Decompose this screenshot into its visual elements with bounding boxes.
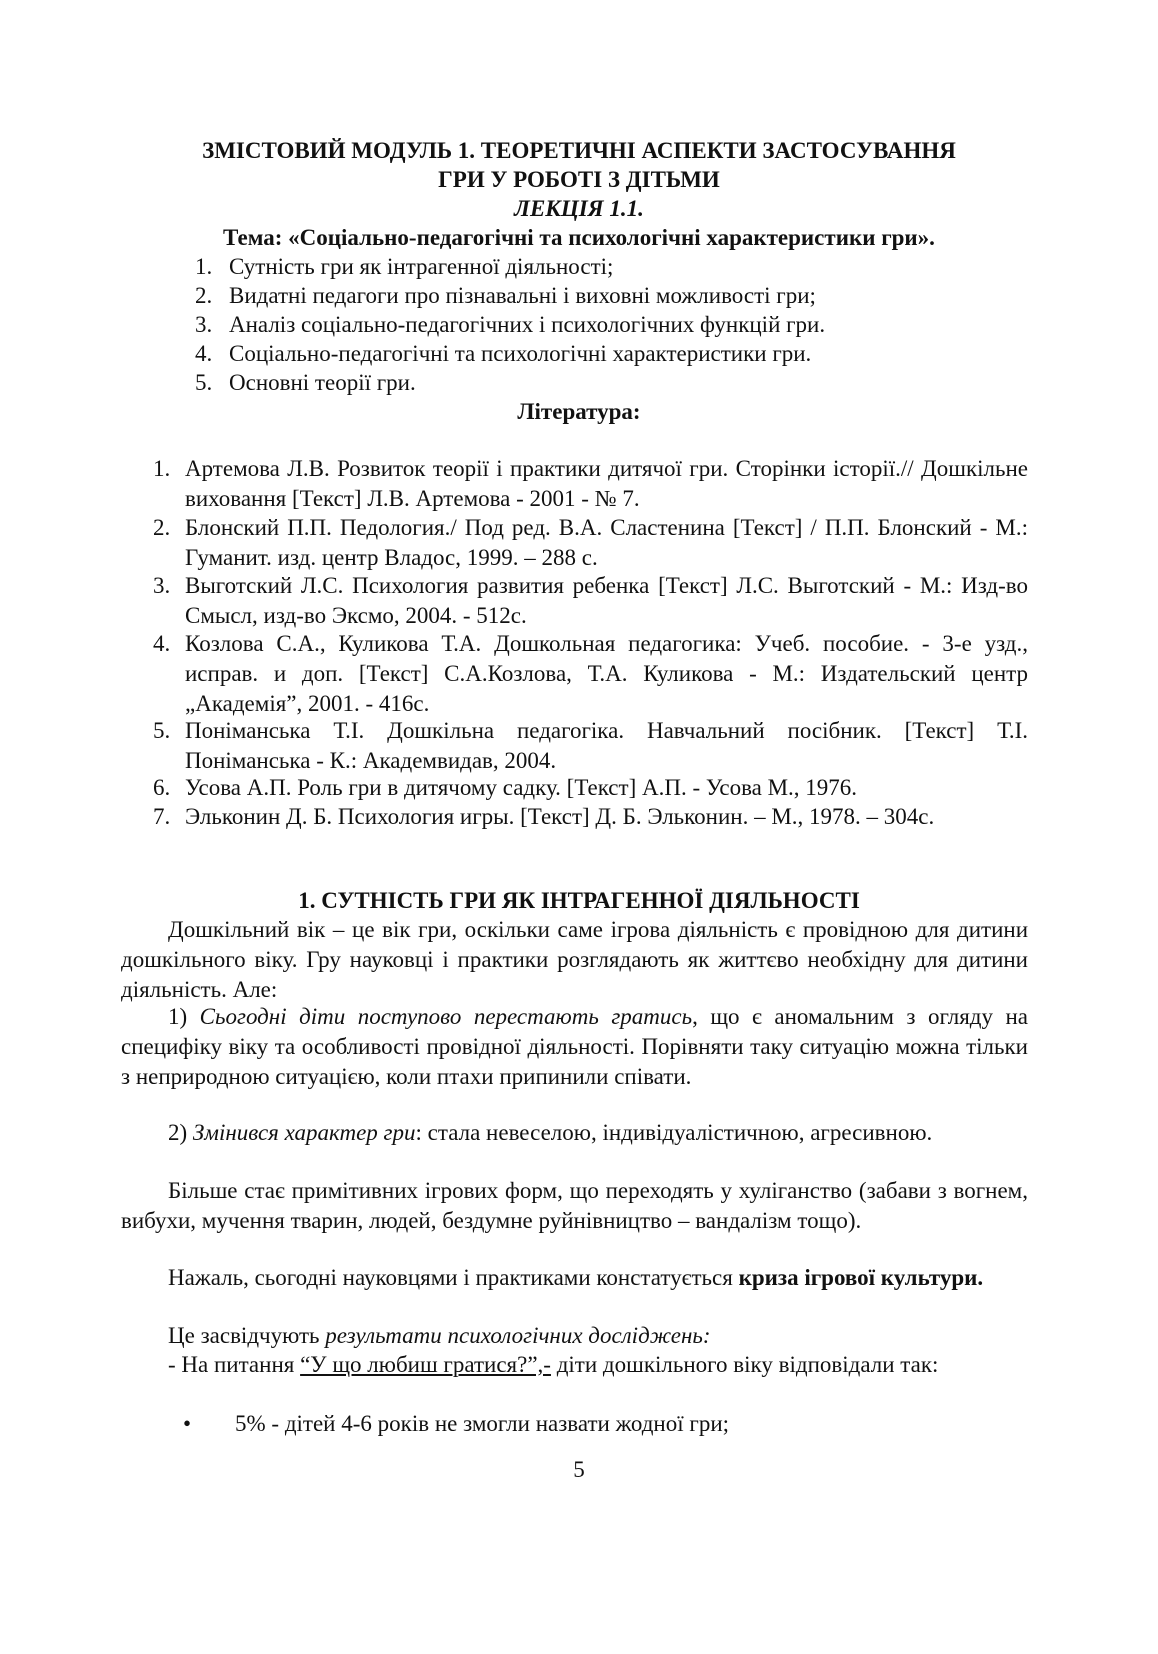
toc-item: 2. Видатні педагоги про пізнавальні і виховні можливості гри; xyxy=(195,283,816,308)
lecture-topic: Тема: «Соціально-педагогічні та психологічні характеристики гри». xyxy=(223,225,935,250)
literature-heading: Література: xyxy=(517,399,641,424)
paragraph: 2) Змінився характер гри: стала невеселою, індивідуалістичною, агресивною. xyxy=(168,1120,933,1145)
paragraph: Нажаль, сьогодні науковцями і практиками констатується криза ігрової культури. xyxy=(168,1265,984,1290)
underlined-text: “У що любиш гратися?”,- xyxy=(300,1352,551,1377)
toc-item: 3. Аналіз соціально-педагогічних і психологічних функцій гри. xyxy=(195,312,826,337)
toc-item: 5. Основні теорії гри. xyxy=(195,370,416,395)
document-page: ЗМІСТОВИЙ МОДУЛЬ 1. ТЕОРЕТИЧНІ АСПЕКТИ ЗАСТОСУВАННЯ ГРИ У РОБОТІ З ДІТЬМИ ЛЕКЦІЯ 1.1. Тема: «Соціально-педагогічні та психологічні характеристики гри». 1. Сутність гри як інтрагенної діяльності; 2. Видатні педагоги про пізнавальні і виховні можливості гри; 3. Аналіз соціально-педагогічних і психологічних функцій гри. 4. Соціально-педагогічні та психологічні характеристики гри. 5. Основні теорії гри. Література: 1. Артемова Л.В. Розвиток теорії і практики дитячої гри. Сторінки історії.// Дошкільне виховання [Текст] Л.В. Артемова - 2001 - № 7. 2. Блонский П.П. Педология./ Под ред. В.А. Сластенина [Текст] / П.П. Блонский - М.: Гуманит. изд. центр Владос, 1999. – 288 с. 3. Выготский Л.С. Психология развития ребенка [Текст] Л.С. Выготский - М.: Изд-во Смысл, изд-во Эксмо, 2004. - 512с. 4. Козлова С.А., Куликова Т.А. Дошкольная педагогика: Учеб. пособие. - 3-е узд., исправ. и доп. [Текст] С.А.Козлова, Т.А. Куликова - М.: Издательский центр „Академія”, 2001. - 416с. 5. Поніманська Т.І. Дошкільна педагогіка. Навчальний посібник. [Текст] Т.І. Поніманська - К.: Академвидав, 2004. 6. Усова А.П. Роль гри в дитячому садку. [Текст] А.П. - Усова М., 1976. 7. Эльконин Д. Б. Психология игры. [Текст] Д. Б. Эльконин. – М., 1978. – 304с. 1. СУТНІСТЬ ГРИ ЯК ІНТРАГЕННОЇ ДІЯЛЬНОСТІ Дошкільний вік – це вік гри, оскільки саме ігрова діяльність є провідною для дитини дошкільного віку. Гру науковці і практики розглядають як життєво необхідну для дитини діяльність. Але: 1) Сьогодні діти поступово перестають гратись, що є аномальним з огляду на специфіку віку та особливості провідної діяльності. Порівняти таку ситуацію можна тільки з неприродною ситуацією, коли птахи припинили співати. 2) Змінився характер гри: стала невеселою, індивідуалістичною, агресивною. Більше стає примітивних ігрових форм, що переходять у хуліганство (забави з вогнем, вибухи, мучення тварин, людей, бездумне руйнівництво – вандалізм тощо). Нажаль, сьогодні науковцями і практиками констатується криза ігрової культури. Це засвідчують результати психологічних досліджень: - На питання “У що любиш гратися?”,- діти дошкільного віку відповідали так: • 5% - дітей 4-6 років не змогли назвати жодної гри; 5 xyxy=(0,0,1158,1654)
emphasis-text: Змінився характер гри xyxy=(192,1120,416,1145)
emphasis-text: результати психологічних досліджень: xyxy=(325,1323,711,1348)
lecture-number: ЛЕКЦІЯ 1.1. xyxy=(514,196,644,221)
bullet-icon: • xyxy=(183,1411,192,1436)
toc-item: 4. Соціально-педагогічні та психологічні характеристики гри. xyxy=(195,341,812,366)
paragraph: Це засвідчують результати психологічних досліджень: xyxy=(168,1323,711,1348)
module-title-line2: ГРИ У РОБОТІ З ДІТЬМИ xyxy=(438,167,720,192)
module-title-line1: ЗМІСТОВИЙ МОДУЛЬ 1. ТЕОРЕТИЧНІ АСПЕКТИ ЗАСТОСУВАННЯ xyxy=(202,138,956,163)
section-heading: 1. СУТНІСТЬ ГРИ ЯК ІНТРАГЕННОЇ ДІЯЛЬНОСТІ xyxy=(298,888,860,913)
paragraph: Більше стає примітивних ігрових форм, що переходять у хуліганство (забави з вогнем, вибухи, мучення тварин, людей, бездумне руйнівництво – вандалізм тощо). xyxy=(121,1178,1028,1233)
paragraph: 1) Сьогодні діти поступово перестають гратись, що є аномальним з огляду на специфіку віку та особливості провідної діяльності. Порівняти таку ситуацію можна тільки з неприродною ситуацією, коли птахи припинили співати. xyxy=(121,1004,1028,1089)
paragraph: Дошкільний вік – це вік гри, оскільки саме ігрова діяльність є провідною для дитини дошкільного віку. Гру науковці і практики розглядають як життєво необхідну для дитини діяльність. Але: xyxy=(121,917,1028,1002)
bold-text: криза ігрової культури. xyxy=(738,1265,984,1290)
toc-item: 1. Сутність гри як інтрагенної діяльності; xyxy=(195,254,614,279)
emphasis-text: Сьогодні діти поступово перестають гратись xyxy=(199,1004,693,1029)
page-number: 5 xyxy=(573,1457,585,1482)
paragraph: - На питання “У що любиш гратися?”,- діти дошкільного віку відповідали так: xyxy=(168,1352,939,1377)
